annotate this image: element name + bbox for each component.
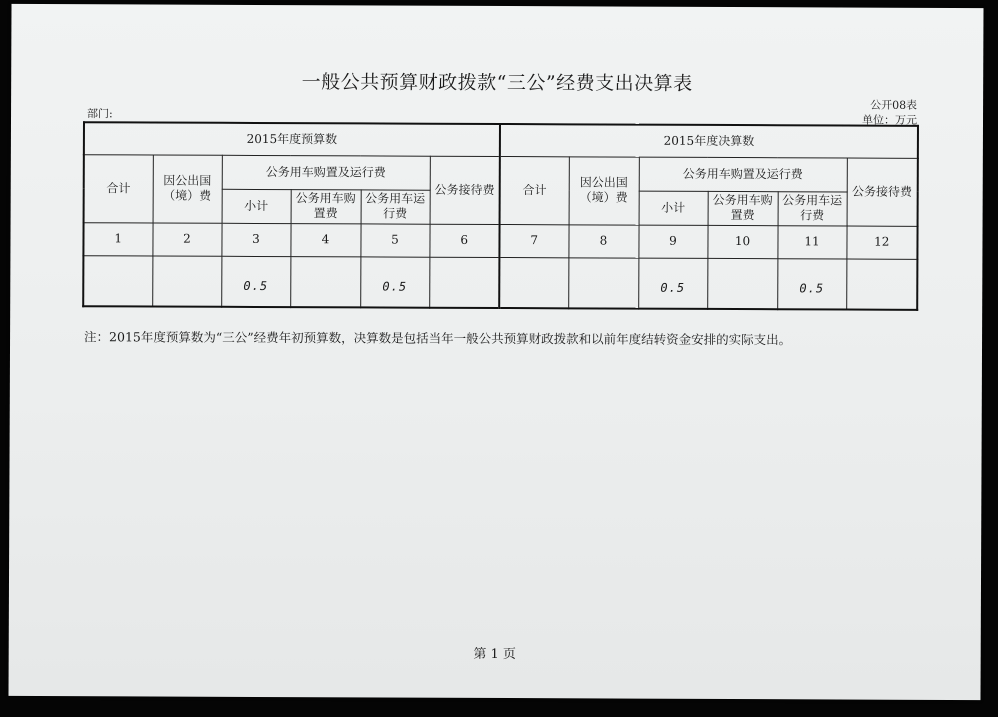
col-number: 4 [290, 223, 360, 256]
col-subtotal-budget: 小计 [222, 189, 291, 223]
value-subtotal-final: 0.5 [638, 258, 707, 309]
final-header: 2015年度决算数 [500, 124, 918, 158]
col-number: 12 [846, 226, 917, 259]
unit-label: 单位：万元 [861, 113, 918, 127]
value-total-final [499, 257, 568, 308]
value-vehicle-operation-final: 0.5 [777, 258, 846, 309]
col-vehicle-final: 公务用车购置及运行费 [639, 157, 847, 192]
budget-header: 2015年度预算数 [84, 122, 500, 156]
col-number: 6 [429, 224, 499, 257]
col-vehicle-purchase-final: 公务用车购置费 [708, 191, 778, 225]
col-total-final: 合计 [500, 156, 569, 224]
value-row [83, 255, 917, 310]
value-vehicle-operation-budget: 0.5 [360, 256, 429, 307]
column-number-row [83, 222, 917, 259]
col-reception-final: 公务接待费 [847, 158, 918, 226]
col-total-budget: 合计 [84, 154, 153, 222]
value-travel-final [568, 257, 638, 308]
department-label: 部门: [87, 107, 113, 121]
form-number: 公开08表 [870, 98, 918, 112]
col-number: 5 [360, 223, 429, 256]
col-number: 3 [221, 223, 290, 256]
col-number: 8 [568, 224, 638, 257]
value-reception-budget [429, 257, 499, 308]
col-number: 1 [83, 222, 152, 255]
col-number: 11 [777, 225, 846, 258]
col-number: 2 [152, 223, 221, 256]
col-reception-budget: 公务接待费 [430, 156, 500, 224]
col-vehicle-operation-final: 公务用车运行费 [778, 191, 847, 225]
page-title: 一般公共预算财政拨款“三公”经费支出决算表 [301, 71, 693, 95]
col-number: 9 [638, 225, 707, 258]
document-page [8, 4, 983, 700]
col-travel-budget: 因公出国（境）费 [153, 155, 222, 223]
value-travel-budget [152, 255, 221, 306]
value-subtotal-budget: 0.5 [221, 256, 290, 307]
col-subtotal-final: 小计 [639, 191, 708, 225]
value-total-budget [83, 255, 152, 306]
col-travel-final: 因公出国（境）费 [569, 156, 639, 224]
value-reception-final [846, 259, 917, 310]
col-number: 10 [707, 225, 777, 258]
col-number: 7 [499, 224, 568, 257]
col-vehicle-budget: 公务用车购置及运行费 [222, 155, 430, 190]
col-vehicle-operation-budget: 公务用车运行费 [361, 189, 430, 223]
value-vehicle-purchase-budget [290, 256, 360, 307]
footnote: 注：2015年度预算数为“三公”经费年初预算数，决算数是包括当年一般公共预算财政拨款和以前年度结转资金安排的实际支出。 [84, 329, 792, 348]
page-number: 第 1 页 [473, 646, 516, 663]
value-vehicle-purchase-final [707, 258, 777, 309]
col-vehicle-purchase-budget: 公务用车购置费 [291, 189, 361, 223]
expenditure-table [82, 121, 919, 311]
